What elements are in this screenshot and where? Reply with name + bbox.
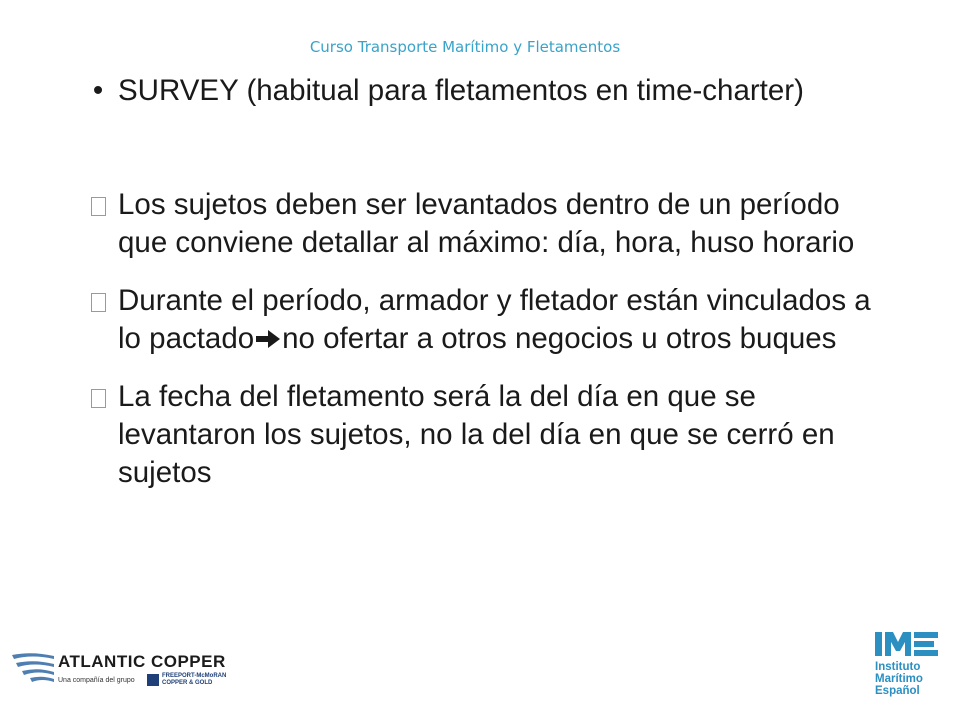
ime-mark-icon: [875, 629, 939, 659]
bullet-survey: [82, 72, 882, 110]
square-bullet-icon: [86, 186, 110, 226]
ime-line-espanol: Español: [875, 685, 920, 697]
slide-header: Curso Transporte Marítimo y Fletamentos: [309, 38, 621, 56]
atlantic-copper-logo: [10, 651, 225, 691]
bullet-text: Los sujetos deben ser levantados dentro de un período que conviene detallar al máximo: día, hora, huso horario: [118, 188, 855, 259]
bullet-text: La fecha del fletamento será la del día en que se levantaron los sujetos, no la del día en que se cerró en sujetos: [118, 380, 835, 489]
right-arrow-icon: [254, 328, 282, 350]
square-bullet-icon: [86, 378, 110, 418]
ime-name: [875, 661, 939, 697]
ime-line-instituto: Instituto: [875, 661, 921, 673]
bullet-fecha-fletamento: [82, 378, 882, 492]
bullet-list: [82, 72, 882, 492]
square-bullet-icon: [86, 282, 110, 322]
freeport-name: [162, 673, 226, 687]
bullet-sujetos-periodo: [82, 186, 882, 262]
atlantic-copper-name: ATLANTIC COPPER: [58, 652, 226, 671]
ime-line-maritimo: Marítimo: [875, 673, 923, 685]
bullet-text-after: no ofertar a otros negocios u otros buques: [282, 322, 837, 355]
freeport-line1: FREEPORT-McMoRAN: [162, 673, 227, 679]
bullet-dot: •: [92, 74, 104, 107]
freeport-mark-icon: [147, 674, 159, 686]
bullet-durante-periodo: [82, 282, 882, 358]
atlantic-copper-tagline: Una compañía del grupo: [58, 677, 135, 684]
atlantic-copper-swoosh-icon: [10, 651, 56, 683]
ime-logo: [875, 629, 939, 703]
freeport-line2: COPPER & GOLD: [162, 680, 213, 686]
bullet-text: SURVEY (habitual para fletamentos en time-charter): [118, 74, 804, 107]
bullet-text-before: Durante el período, armador y fletador están vinculados a lo pactado: [118, 284, 871, 355]
